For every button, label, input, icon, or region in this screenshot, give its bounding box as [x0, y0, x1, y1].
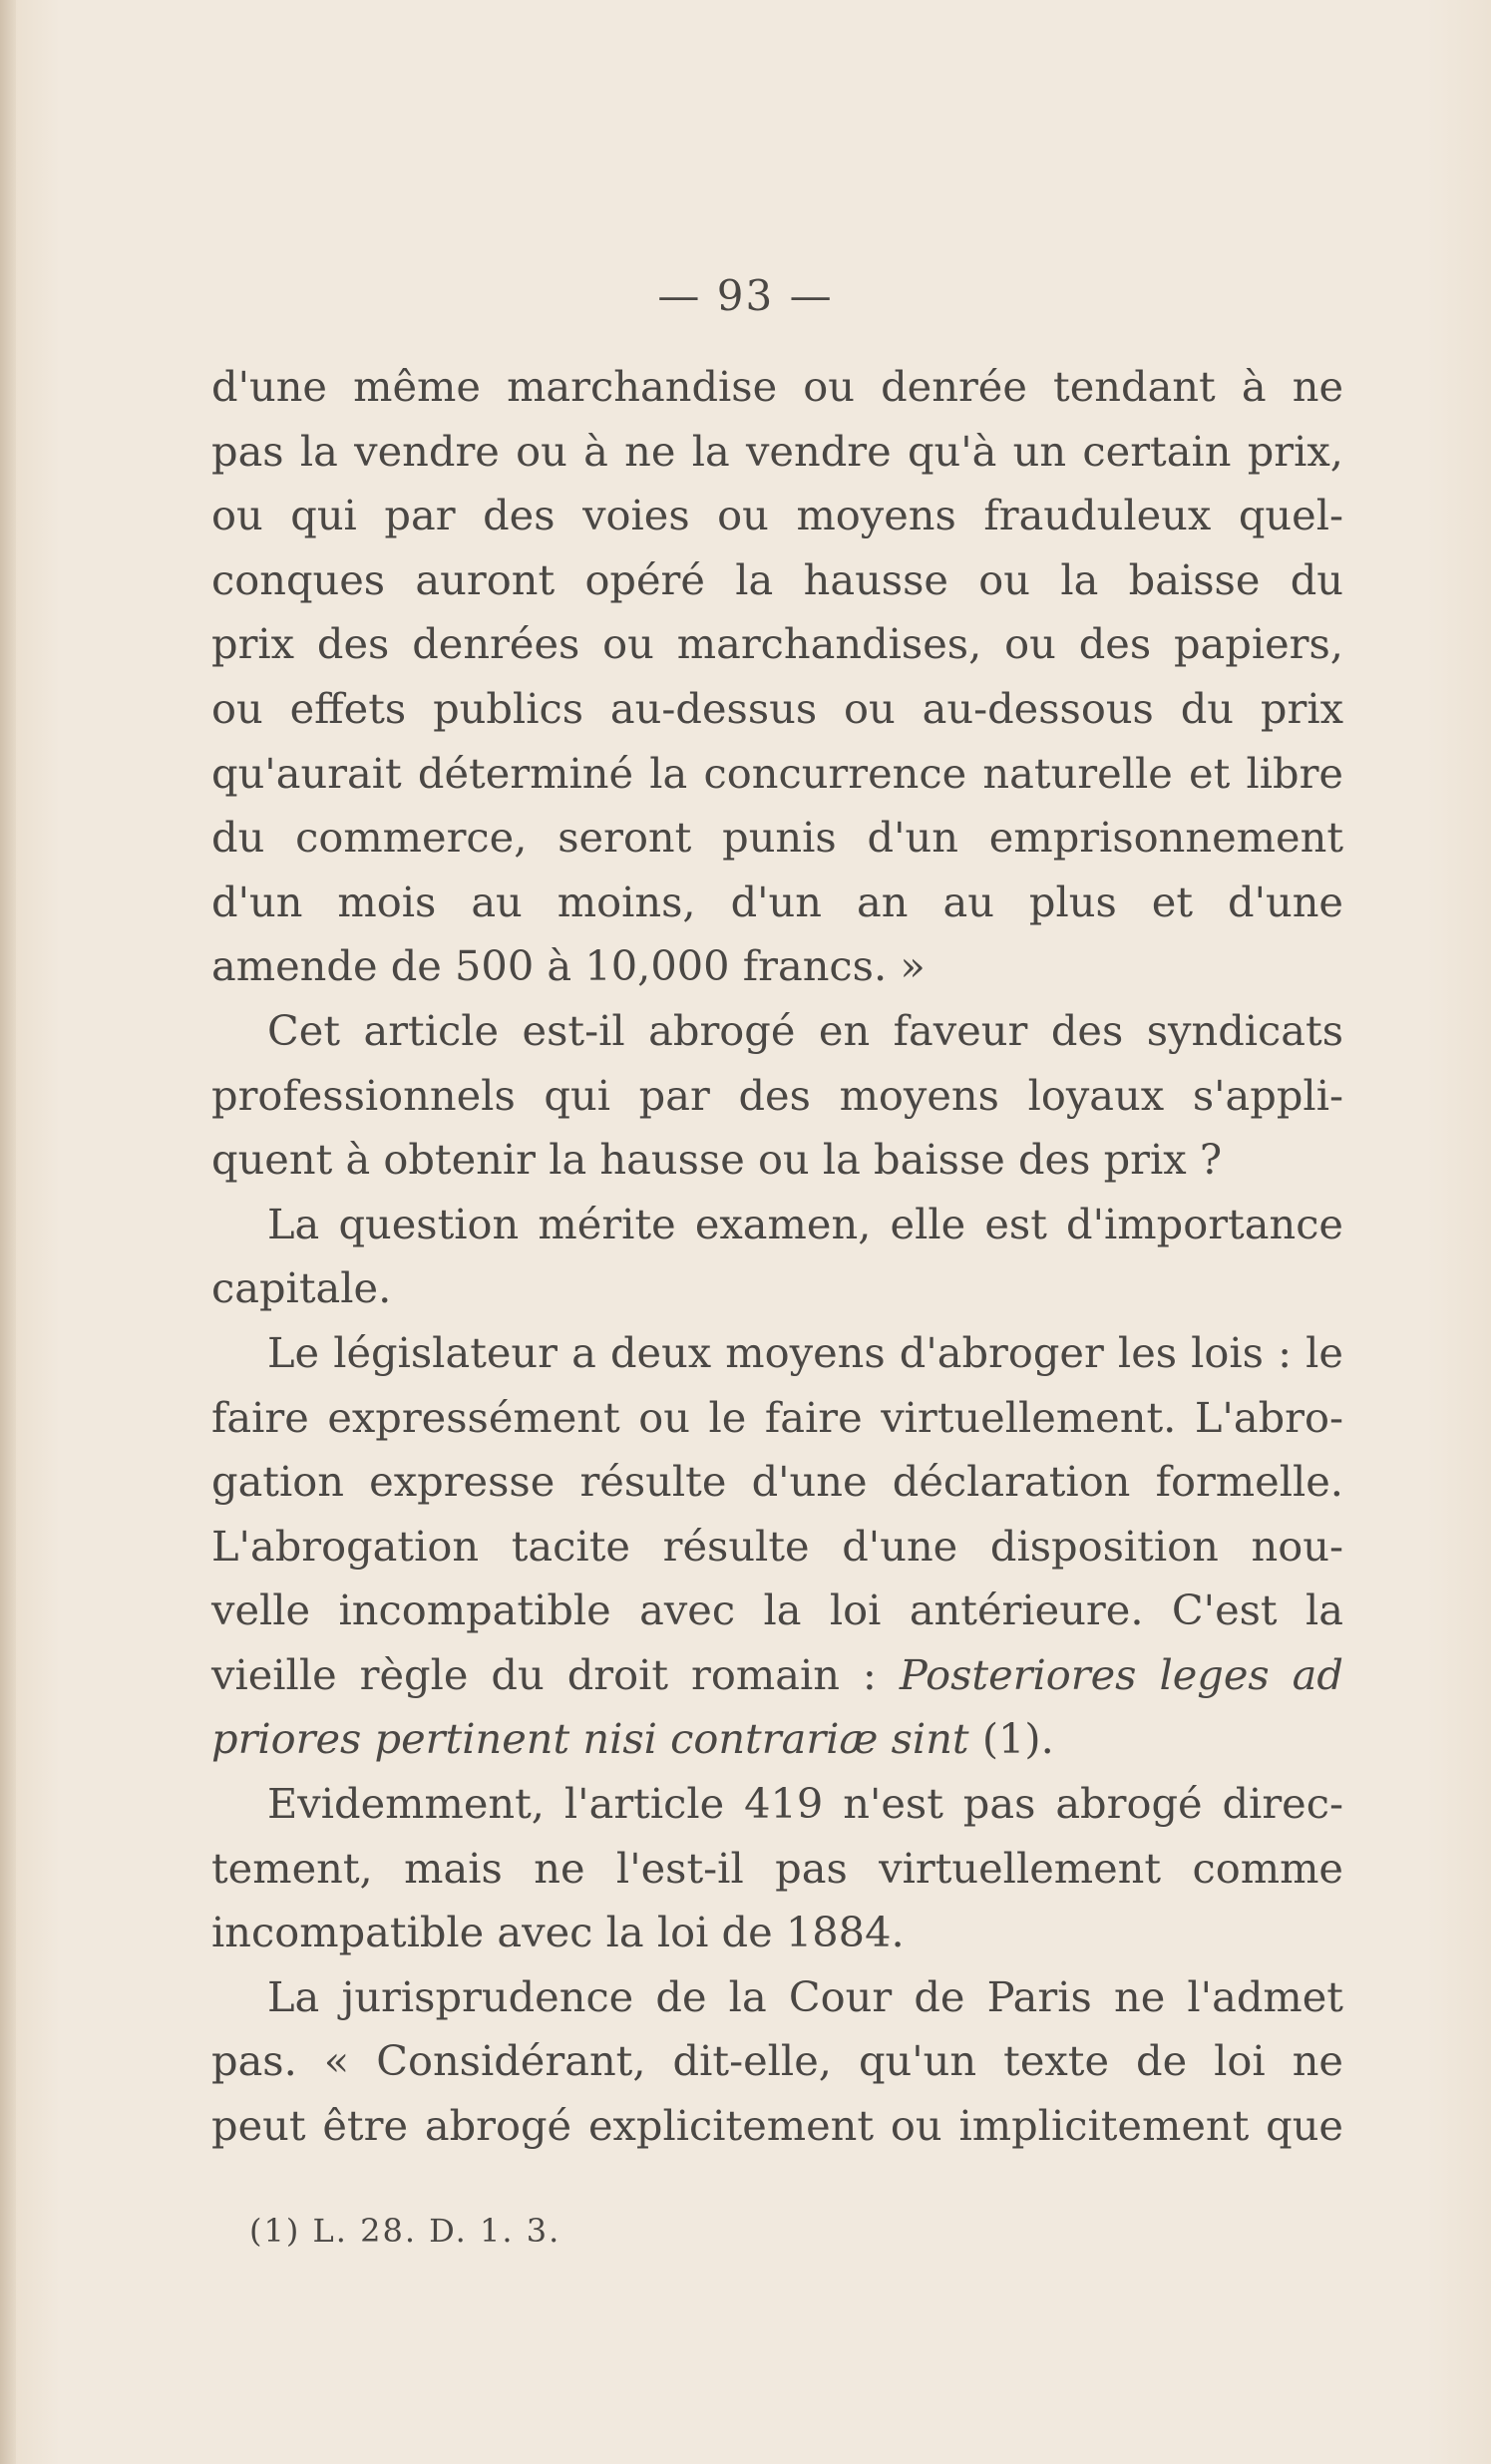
page-number: — 93 — [657, 271, 834, 320]
footnote-reference: (1). [981, 1714, 1054, 1764]
body-text [211, 355, 1343, 2159]
footnote: (1) L. 28. D. 1. 3. [249, 2212, 561, 2250]
text-line: d'une même marchandise ou denrée tendant à ne [211, 362, 1343, 411]
text-line-with-italic [211, 1707, 1343, 1772]
text-line: faire expressément ou le faire virtuellement. L'abro- [211, 1392, 1343, 1442]
text-line: tement, mais ne l'est-il pas virtuellement comme [211, 1843, 1343, 1893]
text-line: La jurisprudence de la Cour de Paris ne l'admet [267, 1971, 1343, 2021]
text-line: Cet article est-il abrogé en faveur des syndicats [267, 1005, 1343, 1055]
text-line-with-italic [211, 1643, 1343, 1708]
text-line: professionnels qui par des moyens loyaux s'appli- [211, 1070, 1343, 1120]
text-segment: vieille règle du droit romain : [211, 1649, 877, 1699]
italic-phrase: priores pertinent nisi contrariæ sint [211, 1714, 969, 1764]
text-line: Le législateur a deux moyens d'abroger les lois : le [267, 1327, 1343, 1377]
text-line: L'abrogation tacite résulte d'une disposition nou- [211, 1521, 1343, 1571]
text-line: du commerce, seront punis d'un emprisonnement [211, 813, 1343, 863]
italic-phrase: Posteriores leges ad [899, 1649, 1343, 1699]
text-line: qu'aurait déterminé la concurrence naturelle et libre [211, 748, 1343, 798]
text-line: ou effets publics au-dessus ou au-dessous du prix [211, 683, 1343, 733]
text-line: pas la vendre ou à ne la vendre qu'à un certain prix, [211, 426, 1343, 476]
text-line: quent à obtenir la hausse ou la baisse des prix ? [211, 1135, 1223, 1185]
text-line: Evidemment, l'article 419 n'est pas abrogé direc- [267, 1779, 1343, 1829]
binding-shadow [0, 0, 16, 2464]
text-line: d'un mois au moins, d'un an au plus et d'une [211, 877, 1343, 926]
text-line: amende de 500 à 10,000 francs. » [211, 941, 926, 991]
text-line: peut être abrogé explicitement ou implicitement que [211, 2101, 1343, 2151]
text-line: prix des denrées ou marchandises, ou des papiers, [211, 619, 1343, 669]
text-line: incompatible avec la loi de 1884. [211, 1908, 905, 1957]
text-line: pas. « Considérant, dit-elle, qu'un texte de loi ne [211, 2036, 1343, 2086]
text-line: conques auront opéré la hausse ou la baisse du [211, 554, 1343, 604]
text-line: capitale. [211, 1263, 392, 1313]
text-line: La question mérite examen, elle est d'importance [267, 1199, 1343, 1248]
text-line: ou qui par des voies ou moyens frauduleux quel- [211, 491, 1343, 540]
text-line: gation expresse résulte d'une déclaration formelle. [211, 1457, 1343, 1507]
text-line: velle incompatible avec la loi antérieure. C'est la [211, 1585, 1343, 1635]
